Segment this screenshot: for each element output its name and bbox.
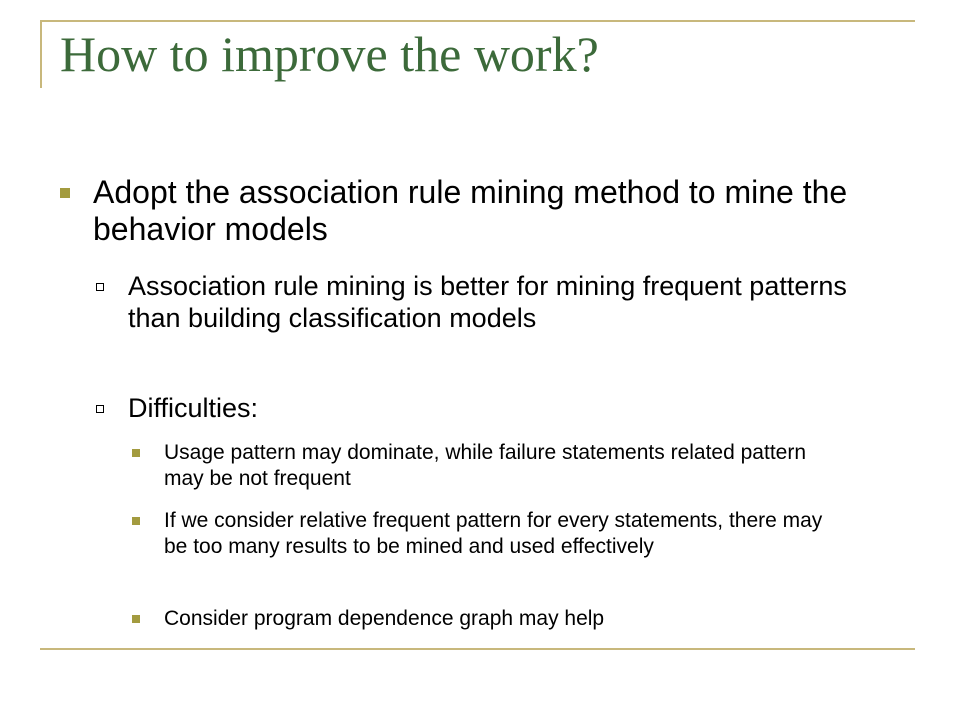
hollow-square-bullet-icon: [96, 405, 104, 413]
slide-title: How to improve the work?: [60, 26, 599, 82]
square-bullet-icon: [132, 449, 140, 457]
square-bullet-icon: [132, 517, 140, 525]
title-top-rule: [40, 20, 915, 22]
main-bullet: [60, 174, 880, 248]
difficulty-item-usage-pattern: [132, 440, 832, 492]
difficulty-text: If we consider relative frequent pattern for every statements, there may be too many results to be mined and used effectively: [164, 509, 823, 558]
difficulty-item-dependence-graph: [132, 606, 832, 632]
sub-bullet-association-rule: [96, 270, 856, 334]
difficulty-item-relative-frequent: [132, 508, 832, 560]
square-bullet-icon: [60, 188, 70, 198]
difficulty-text: Usage pattern may dominate, while failure statements related pattern may be not frequent: [164, 441, 807, 490]
main-bullet-text: Adopt the association rule mining method to mine the behavior models: [93, 174, 848, 247]
footer-rule: [40, 648, 915, 650]
sub-bullet-text: Difficulties:: [128, 393, 259, 423]
difficulty-text: Consider program dependence graph may help: [164, 607, 605, 630]
sub-bullet-text: Association rule mining is better for mining frequent patterns than building classification models: [128, 271, 847, 333]
title-vertical-rule: [40, 20, 42, 88]
hollow-square-bullet-icon: [96, 283, 104, 291]
square-bullet-icon: [132, 615, 140, 623]
sub-bullet-difficulties: [96, 392, 856, 424]
